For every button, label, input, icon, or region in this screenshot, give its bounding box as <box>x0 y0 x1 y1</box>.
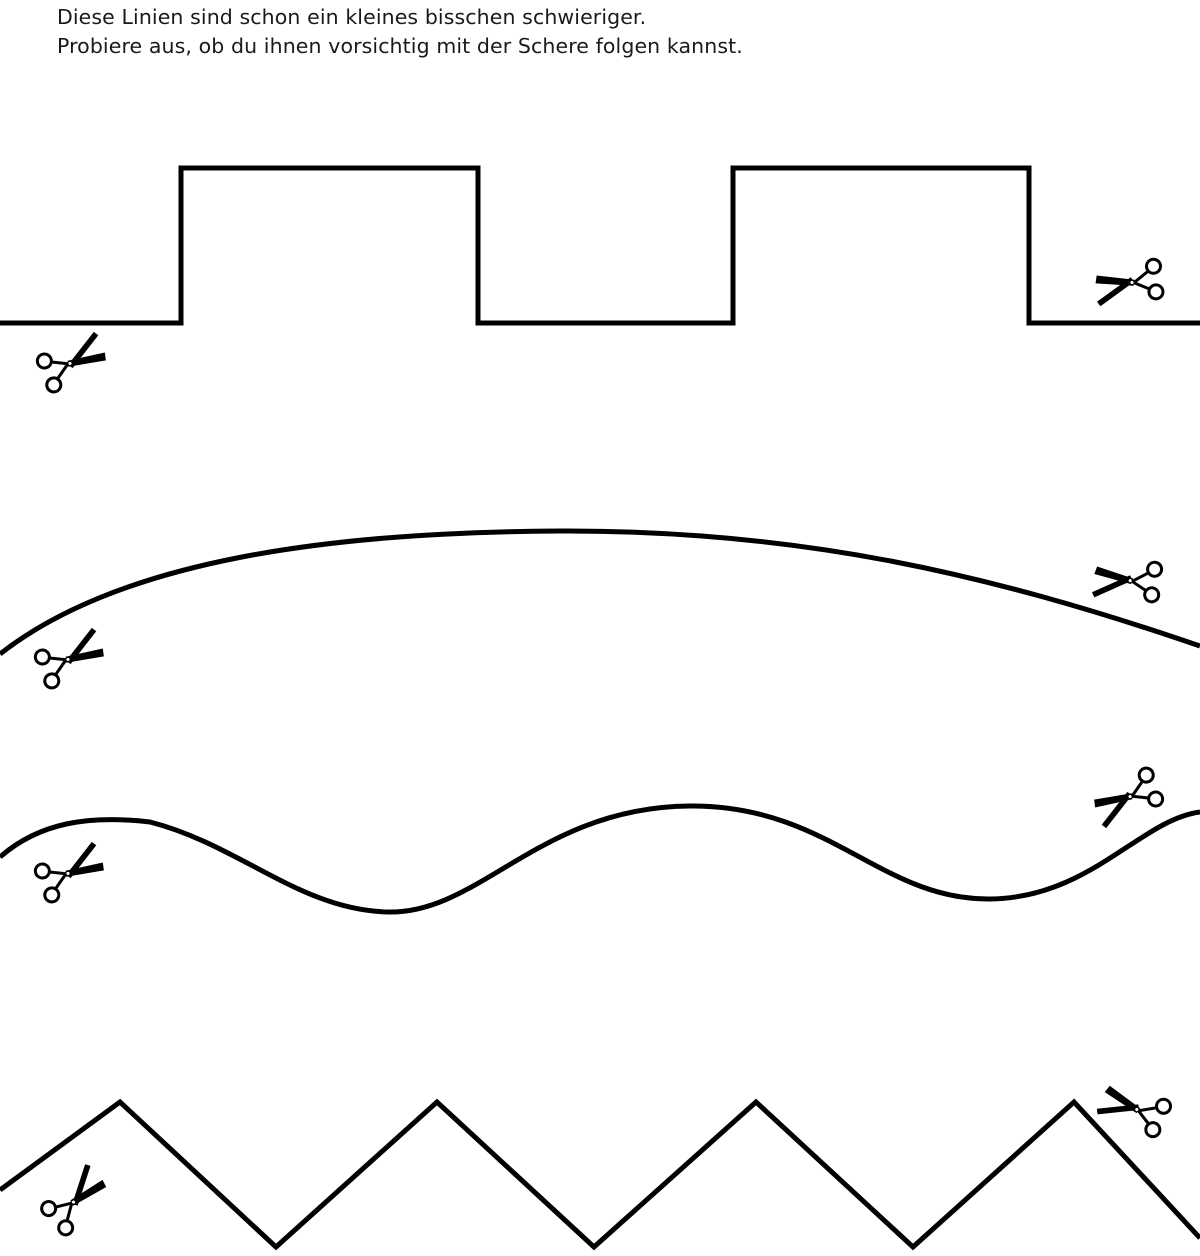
scissors-icon <box>32 1160 117 1240</box>
exercise-arc <box>0 531 1200 690</box>
square-wave-cut-line <box>0 168 1200 323</box>
instruction-line-2: Probiere aus, ob du ihnen vorsichtig mit der Schere folgen kannst. <box>57 34 743 58</box>
scissors-icon <box>1091 766 1166 829</box>
scissors-icon <box>1092 252 1167 315</box>
exercise-zigzag <box>0 1067 1200 1247</box>
scissors-icon <box>1087 544 1169 618</box>
exercise-square-wave <box>0 168 1200 394</box>
scissors-icon <box>1091 1067 1178 1151</box>
scissors-icon <box>32 627 107 690</box>
scissors-icon <box>34 331 109 394</box>
arc-cut-line <box>0 531 1200 654</box>
exercise-wave <box>0 766 1200 912</box>
zigzag-cut-line <box>0 1102 1200 1247</box>
scissors-icon <box>32 841 107 904</box>
instruction-line-1: Diese Linien sind schon ein kleines bisschen schwieriger. <box>57 5 647 29</box>
wave-cut-line <box>0 806 1200 912</box>
